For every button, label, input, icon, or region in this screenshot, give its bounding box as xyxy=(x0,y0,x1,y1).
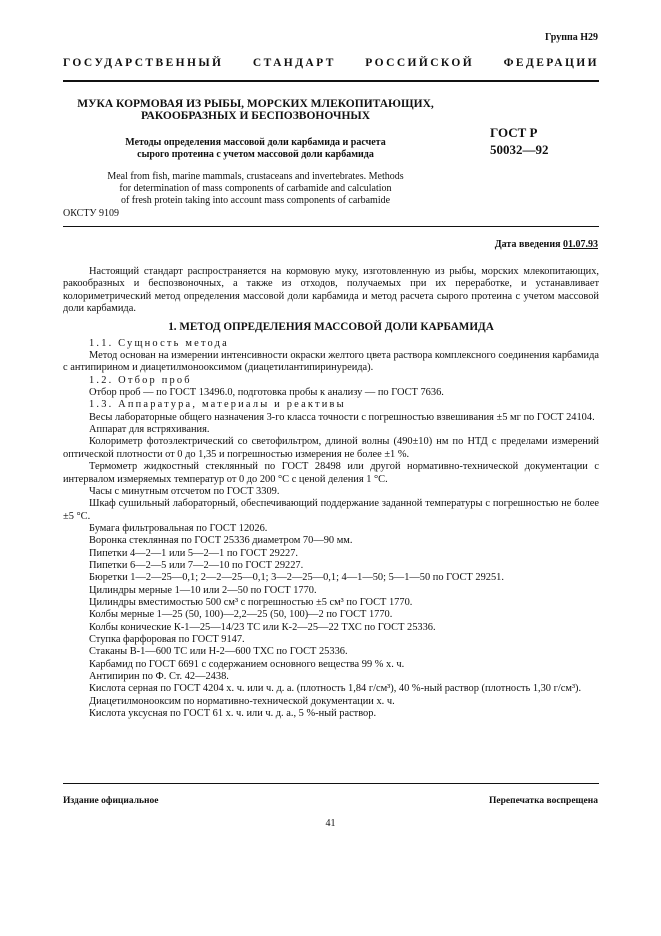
date-label: Дата введения xyxy=(494,239,561,250)
equipment-item: Колбы мерные 1—25 (50, 100)—2,2—25 (50, 100)—2 по ГОСТ 1770. xyxy=(89,609,393,621)
introduction-date xyxy=(495,239,598,250)
title-rule xyxy=(63,226,599,227)
reprint-prohibited-label: Перепечатка воспрещена xyxy=(488,796,598,806)
equipment-item: Антипирин по Ф. Ст. 42—2438. xyxy=(89,671,229,682)
equipment-item: Часы с минутным отсчетом по ГОСТ 3309. xyxy=(89,485,280,497)
equipment-item: Пипетки 4—2—1 или 5—2—1 по ГОСТ 29227. xyxy=(89,547,298,559)
footer-rule xyxy=(63,783,599,784)
gost-line: 50032—92 xyxy=(490,142,549,157)
title-line: МУКА КОРМОВАЯ ИЗ РЫБЫ, МОРСКИХ МЛЕКОПИТАЮЩИХ, xyxy=(77,98,434,110)
document-subtitle xyxy=(63,137,448,161)
english-line: for determination of mass components of carbamide and calculation xyxy=(119,183,392,194)
state-standard-banner: ГОСУДАРСТВЕННЫЙ СТАНДАРТ РОССИЙСКОЙ ФЕДЕРАЦИИ xyxy=(63,57,599,69)
okstu-code: ОКСТУ 9109 xyxy=(63,208,120,219)
gost-number xyxy=(490,124,549,158)
paragraph: Метод основан на измерении интенсивности окраски желтого цвета раствора комплексного соединения карбамида с антипирином и диацетилмонооксимом (диацетилантипиринуреида). xyxy=(63,350,599,374)
english-line: Meal from fish, marine mammals, crustaceans and invertebrates. Methods xyxy=(107,171,404,182)
gost-line: ГОСТ Р xyxy=(490,125,538,140)
equipment-item: Цилиндры вместимостью 500 см³ с погрешностью ±5 см³ по ГОСТ 1770. xyxy=(89,596,413,608)
equipment-item: Кислота серная по ГОСТ 4204 х. ч. или ч. д. а. (плотность 1,84 г/см³), 40 %-ный раствор (плотность 1,30 г/см³). xyxy=(89,683,582,695)
equipment-item: Пипетки 6—2—5 или 7—2—10 по ГОСТ 29227. xyxy=(89,559,304,571)
equipment-item: Термометр жидкостный стеклянный по ГОСТ 28498 или другой нормативно-технической документации с интервалом измеряемых температур от 0 до 200 °С с ценой деления 1 °С. xyxy=(63,461,599,485)
equipment-item: Весы лабораторные общего назначения 3-го класса точности с погрешностью взвешивания ±5 мг по ГОСТ 24104. xyxy=(89,411,595,423)
equipment-item: Ступка фарфоровая по ГОСТ 9147. xyxy=(89,633,245,645)
header-rule xyxy=(63,80,599,82)
equipment-item: Бумага фильтровальная по ГОСТ 12026. xyxy=(89,522,268,534)
equipment-item: Колориметр фотоэлектрический со светофильтром, длиной волны (490±10) нм по НТД с пределами измерений оптической плотности от 0 до 1,35 и погрешностью измерения не более ±1 %. xyxy=(63,436,599,460)
equipment-item: Бюретки 1—2—25—0,1; 2—2—25—0,1; 3—2—25—0,1; 4—1—50; 5—1—50 по ГОСТ 29251. xyxy=(89,572,504,584)
equipment-item: Воронка стеклянная по ГОСТ 25336 диаметром 70—90 мм. xyxy=(89,535,353,547)
subsection-heading: 1.2. Отбор проб xyxy=(89,374,192,386)
equipment-item: Цилиндры мерные 1—10 или 2—50 по ГОСТ 1770. xyxy=(89,584,317,596)
equipment-item: Шкаф сушильный лабораторный, обеспечивающий поддержание заданной температуры с погрешностью не более ±5 °С. xyxy=(63,498,599,522)
subsection-heading: 1.3. Аппаратура, материалы и реактивы xyxy=(89,399,346,411)
equipment-item: Кислота уксусная по ГОСТ 61 х. ч. или ч. д. а., 5 %-ный раствор. xyxy=(89,708,377,720)
english-line: of fresh protein taking into account mass components of carbamide xyxy=(120,195,391,206)
equipment-item: Стаканы В-1—600 ТС или Н-2—600 ТХС по ГОСТ 25336. xyxy=(89,646,348,658)
subtitle-line: Методы определения массовой доли карбамида и расчета xyxy=(125,137,386,148)
official-edition-label: Издание официальное xyxy=(63,796,159,806)
page-number: 41 xyxy=(325,818,336,829)
document-body xyxy=(63,266,599,720)
paragraph: Отбор проб — по ГОСТ 13496.0, подготовка пробы к анализу — по ГОСТ 7636. xyxy=(89,387,444,399)
document-title xyxy=(63,98,448,122)
equipment-item: Аппарат для встряхивания. xyxy=(89,424,210,436)
section-heading: 1. МЕТОД ОПРЕДЕЛЕНИЯ МАССОВОЙ ДОЛИ КАРБАМИДА xyxy=(168,321,494,334)
equipment-item: Колбы конические К-1—25—14/23 ТС или К-2—25—22 ТХС по ГОСТ 25336. xyxy=(89,621,436,633)
date-value: 01.07.93 xyxy=(563,239,598,250)
equipment-item: Карбамид по ГОСТ 6691 с содержанием основного вещества 99 % х. ч. xyxy=(89,658,405,670)
title-line: РАКООБРАЗНЫХ И БЕСПОЗВОНОЧНЫХ xyxy=(140,110,371,122)
intro-paragraph: Настоящий стандарт распространяется на кормовую муку, изготовленную из рыбы, морских млекопитающих, ракообразных и беспозвоночных, а также из отходов, получаемых при их переработке, и устанавливает колориметрический метод определения массовой доли карбамида и метод расчета сырого протеина с учетом массовой доли карбамида. xyxy=(63,266,599,315)
english-title xyxy=(63,171,448,207)
equipment-item: Диацетилмоноoксим по нормативно-технической документации х. ч. xyxy=(89,695,395,707)
subsection-heading: 1.1. Сущность метода xyxy=(89,337,229,349)
group-code: Группа Н29 xyxy=(545,32,598,43)
subtitle-line: сырого протеина с учетом массовой доли карбамида xyxy=(137,149,374,160)
